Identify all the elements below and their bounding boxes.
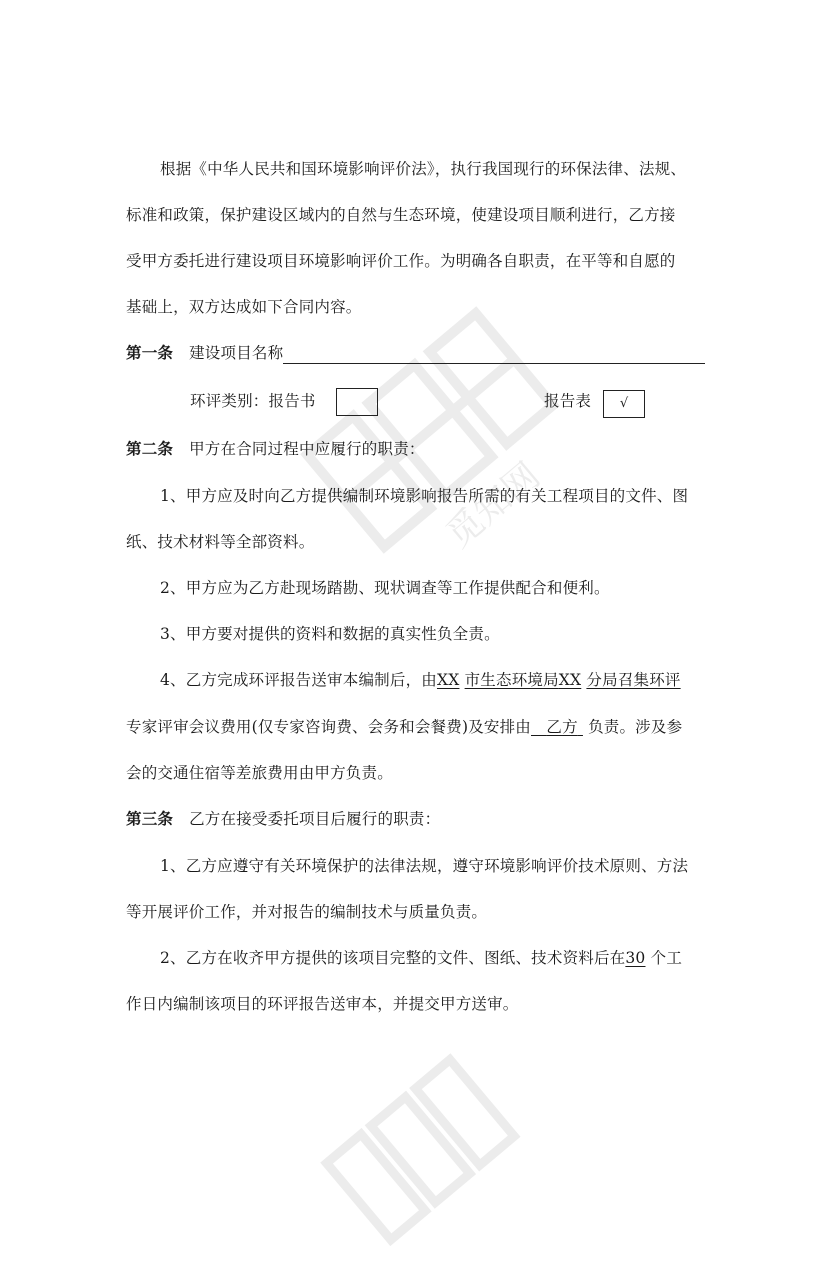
branch-name: XX (558, 671, 582, 689)
article2-row (0, 438, 830, 460)
intro-line-3: 受甲方委托进行建设项目环境影响评价工作。为明确各自职责，在平等和自愿的 (126, 252, 676, 270)
article1-heading: 第一条 (126, 343, 174, 362)
article2-item4-line2: 专家评审会议费用(仅专家咨询费、会务和会餐费)及安排由 乙方 负责。涉及参 (126, 718, 683, 736)
watermark-logo-bottom (286, 1017, 555, 1283)
article3-heading: 第三条 (126, 809, 174, 828)
report-form-checkbox[interactable]: √ (603, 390, 645, 418)
article2-item1-line2: 纸、技术材料等全部资料。 (126, 533, 315, 551)
article2-item3: 3、甲方要对提供的资料和数据的真实性负全责。 (160, 625, 500, 643)
article2-item1-line1: 1、甲方应及时向乙方提供编制环境影响报告所需的有关工程项目的文件、图 (160, 487, 689, 505)
article2-item4-line3: 会的交通住宿等差旅费用由甲方负责。 (126, 764, 393, 782)
article1-row (0, 342, 830, 364)
article2-heading: 第二条 (126, 439, 174, 458)
category-label: 环评类别：报告书 (190, 392, 316, 410)
project-name-field[interactable] (283, 343, 705, 364)
svg-text:觅知网: 觅知网 (438, 455, 548, 556)
article3-item1-line2: 等开展评价工作，并对报告的编制技术与质量负责。 (126, 903, 488, 921)
article2-item4-line1: 4、乙方完成环评报告送审本编制后，由XX 市生态环境局XX 分局召集环评 (160, 671, 681, 689)
project-name-label: 建设项目名称 (189, 344, 284, 362)
article3-title: 乙方在接受委托项目后履行的职责： (189, 810, 441, 828)
report-form-label: 报告表 (544, 392, 592, 410)
intro-line-1: 根据《中华人民共和国环境影响评价法》，执行我国现行的环保法律、法规、 (160, 160, 687, 178)
bureau-name: 市生态环境局 (464, 671, 559, 689)
intro-line-2: 标准和政策，保护建设区域内的自然与生态环境，使建设项目顺利进行，乙方接 (126, 206, 676, 224)
article3-item2-line1: 2、乙方在收齐甲方提供的该项目完整的文件、图纸、技术资料后在30 个工 (160, 949, 683, 967)
article2-item2: 2、甲方应为乙方赴现场踏勘、现状调查等工作提供配合和便利。 (160, 579, 610, 597)
responsible-party: 乙方 (546, 718, 578, 736)
intro-line-4: 基础上，双方达成如下合同内容。 (126, 298, 362, 316)
branch-suffix: 分局召集环评 (586, 671, 681, 689)
work-days: 30 (625, 949, 646, 967)
article3-item1-line1: 1、乙方应遵守有关环境保护的法律法规，遵守环境影响评价技术原则、方法 (160, 857, 689, 875)
article2-title: 甲方在合同过程中应履行的职责： (189, 440, 425, 458)
article3-row (0, 808, 830, 830)
article3-item2-line2: 作日内编制该项目的环评报告送审本，并提交甲方送审。 (126, 995, 519, 1013)
bureau-city: XX (436, 671, 460, 689)
